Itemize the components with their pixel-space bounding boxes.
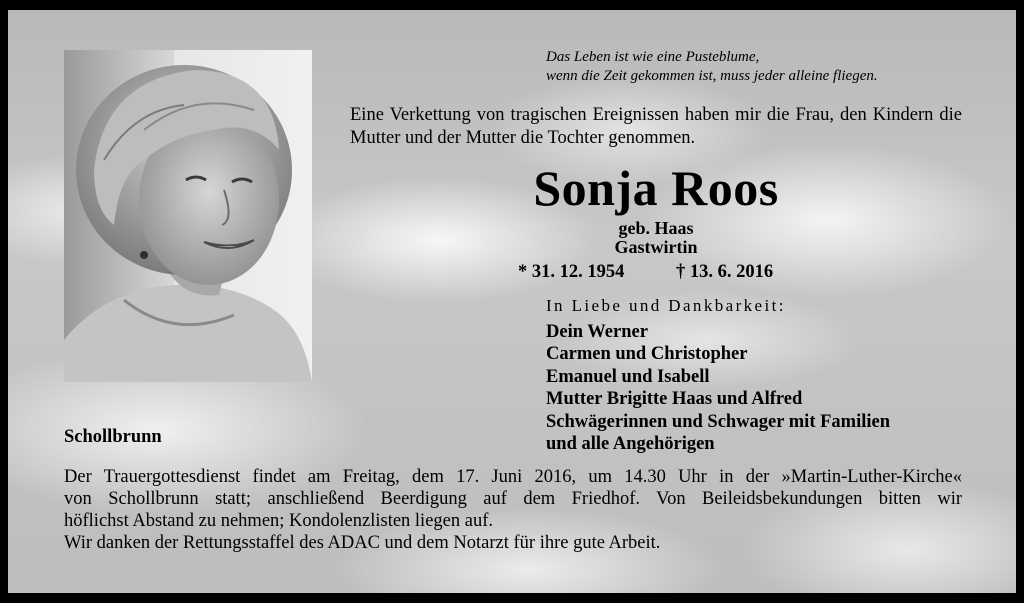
- quote-line: wenn die Zeit gekommen ist, muss jeder alleine fliegen.: [546, 68, 878, 84]
- mourners-heading: In Liebe und Dankbarkeit:: [546, 296, 786, 315]
- mourners-list: [546, 321, 890, 455]
- birth-name: geb. Haas: [618, 218, 694, 238]
- epigraph-quote: [546, 48, 878, 86]
- occupation: Gastwirtin: [614, 237, 698, 257]
- deceased-name: Sonja Roos: [533, 160, 779, 216]
- portrait-photo: [64, 50, 312, 382]
- death-date: † 13. 6. 2016: [676, 262, 774, 282]
- notice-line: höflichst Abstand zu nehmen; Kondolenzlisten liegen auf.: [64, 511, 493, 531]
- funeral-notice: [64, 466, 962, 554]
- list-item: Schwägerinnen und Schwager mit Familien: [546, 411, 890, 432]
- notice-line: von Schollbrunn statt; anschließend Beerdigung auf dem Friedhof. Von Beileidsbekundungen bitten wir: [64, 489, 962, 509]
- intro-text: Eine Verkettung von tragischen Ereignissen haben mir die Frau, den Kindern die Mutter und der Mutter die Tochter genommen.: [350, 105, 962, 148]
- obituary-card: [8, 10, 1016, 593]
- list-item: Carmen und Christopher: [546, 344, 748, 365]
- list-item: und alle Angehörigen: [546, 434, 715, 455]
- notice-line: Der Trauergottesdienst findet am Freitag, dem 17. Juni 2016, um 14.30 Uhr in der »Martin-Luther-Kirche«: [64, 467, 962, 487]
- place-name: Schollbrunn: [64, 427, 162, 447]
- list-item: Dein Werner: [546, 322, 648, 342]
- list-item: Emanuel und Isabell: [546, 366, 710, 387]
- birth-date: * 31. 12. 1954: [518, 262, 625, 282]
- quote-line: Das Leben ist wie eine Pusteblume,: [546, 49, 760, 65]
- list-item: Mutter Brigitte Haas und Alfred: [546, 389, 803, 410]
- notice-line: Wir danken der Rettungsstaffel des ADAC und dem Notarzt für ihre gute Arbeit.: [64, 533, 661, 553]
